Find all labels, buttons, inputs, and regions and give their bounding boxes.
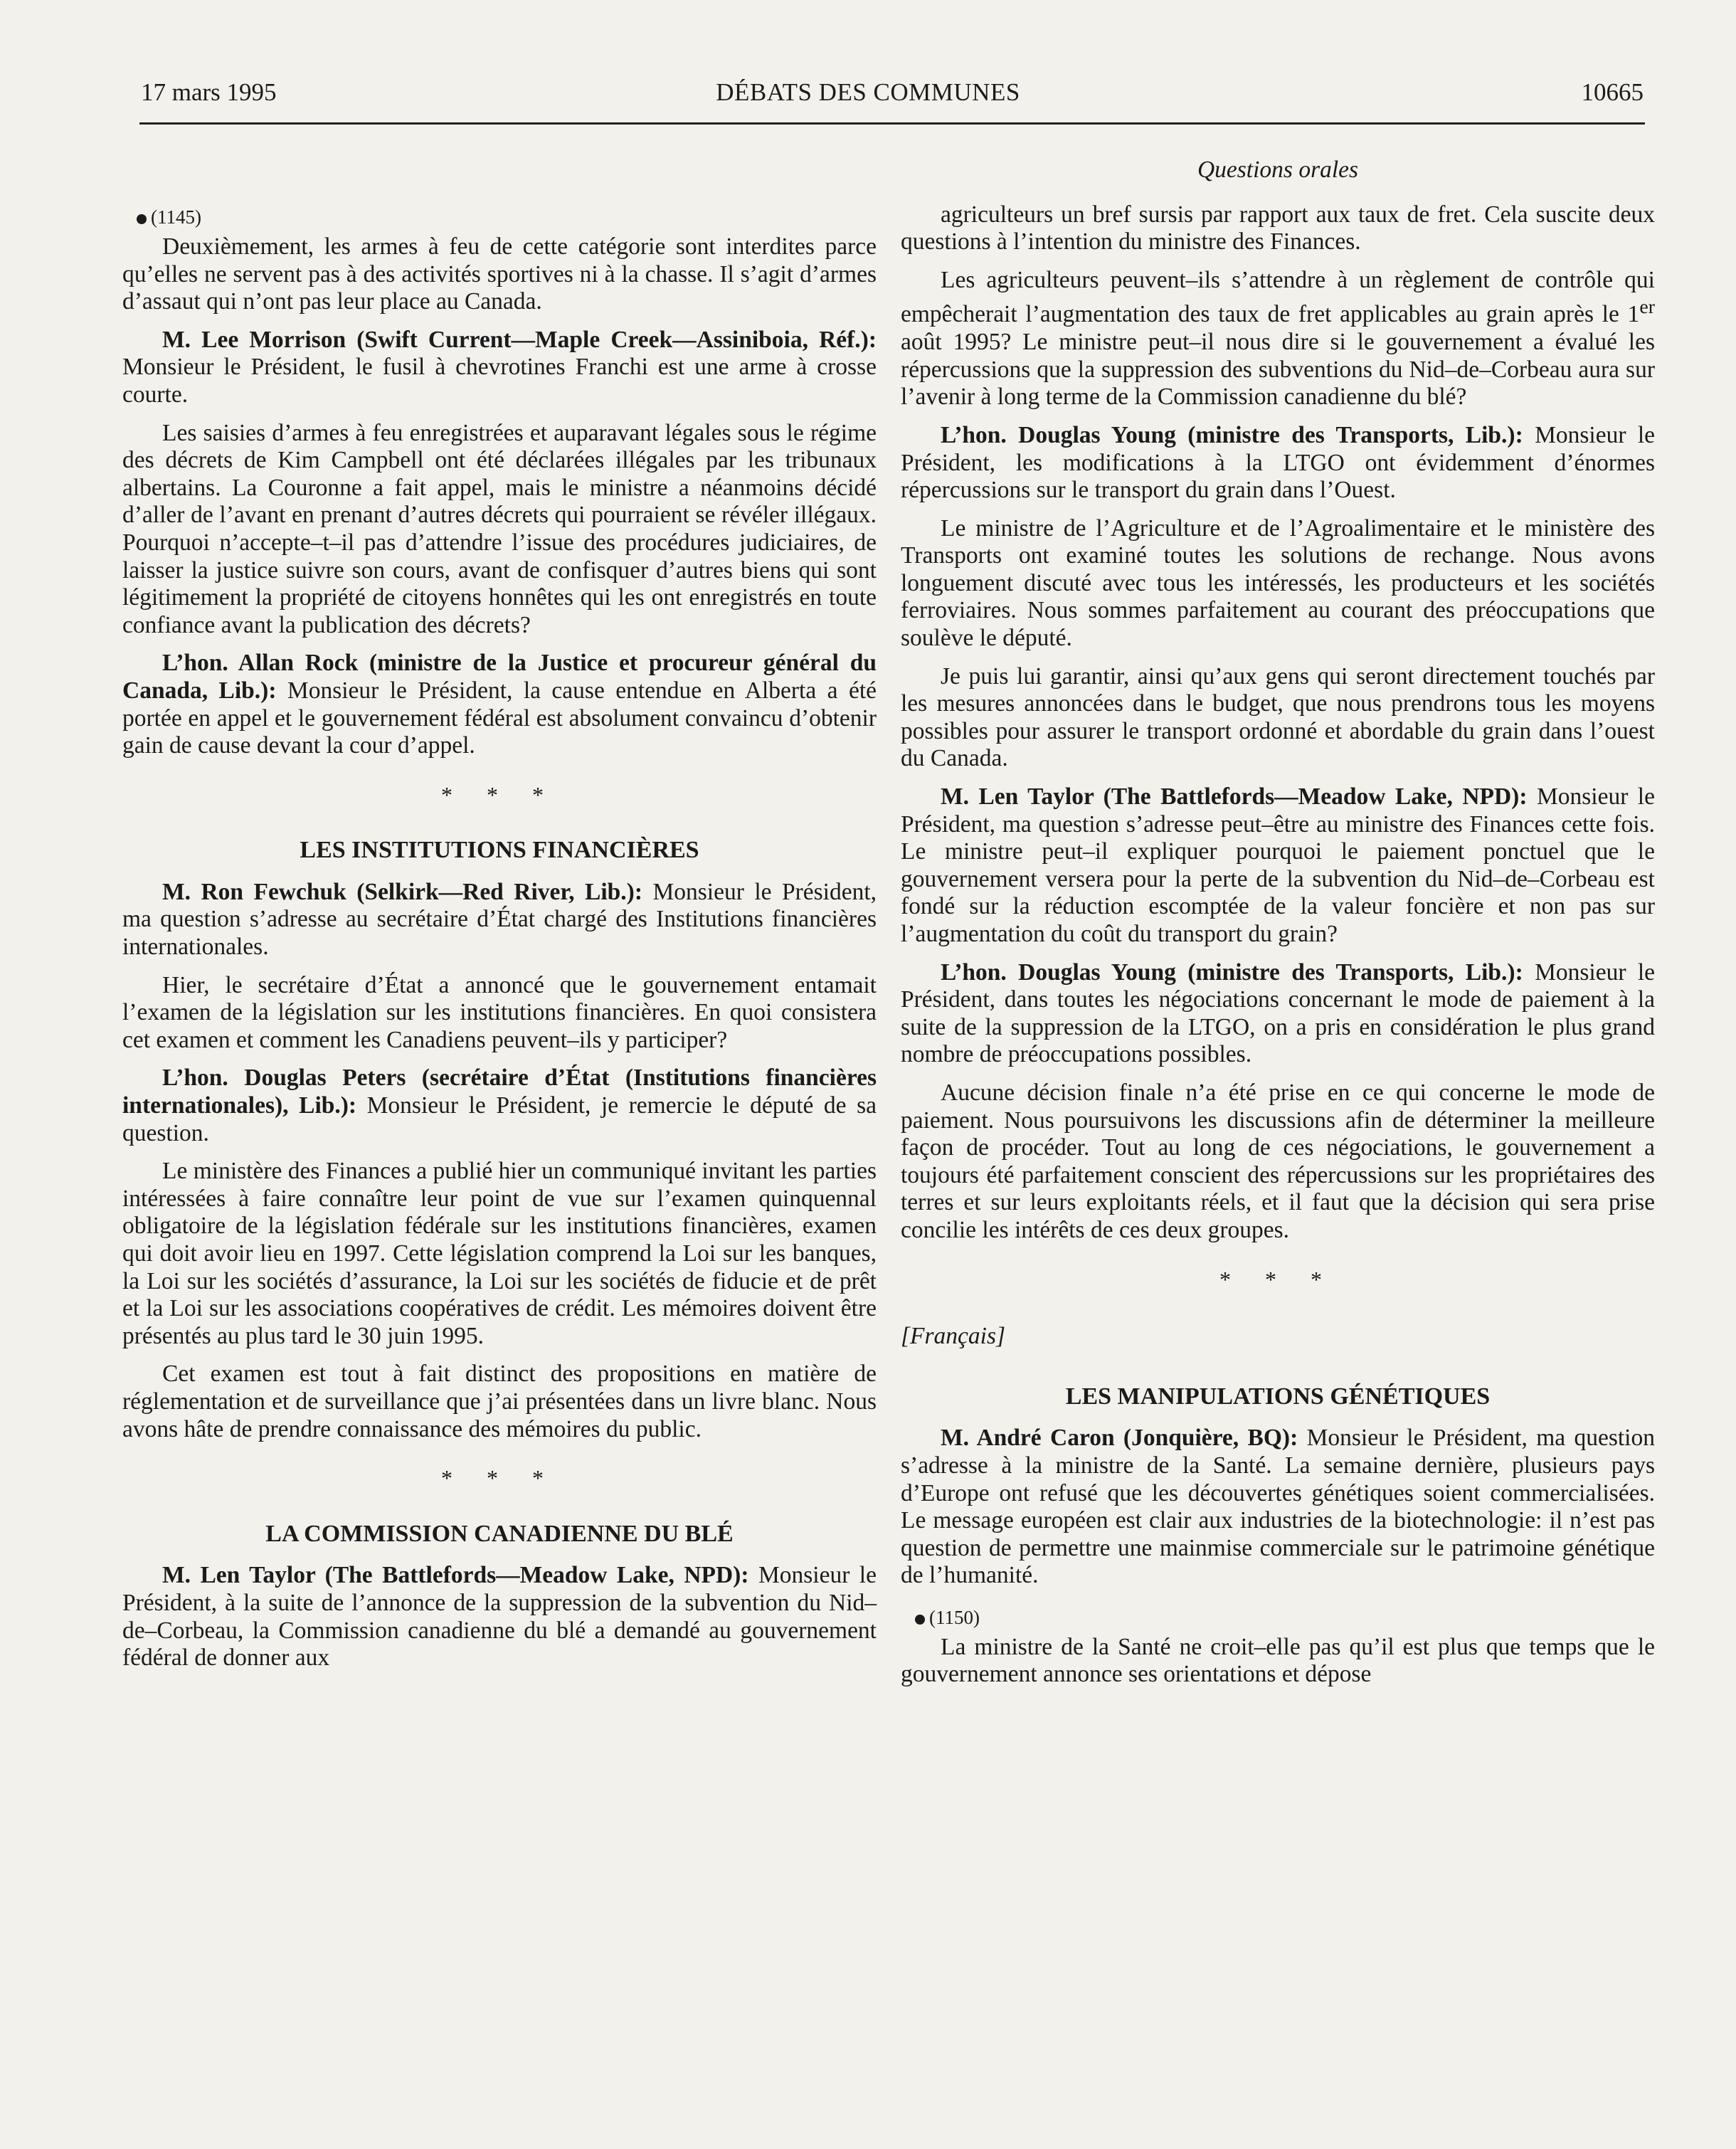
paragraph: Cet examen est tout à fait distinct des propositions en matière de réglementation et de surveillance que j’ai présentées dans un livre blanc. Nous avons hâte de prendre connaissance des mémoires du public. [122,1361,877,1442]
time-marker-text: (1145) [151,206,201,228]
paragraph: agriculteurs un bref sursis par rapport aux taux de fret. Cela suscite deux questions à l’intention du ministre des Finances. [901,201,1655,255]
paragraph: Je puis lui garantir, ainsi qu’aux gens qui seront directement touchés par les mesures annoncées dans le budget, que nous prendrons tous les moyens possibles pour assurer le transport ordonné et abordable du grain dans l’ouest du Canada. [901,662,1655,772]
speech [901,783,1655,949]
right-column [901,157,1655,1699]
section-heading: LES MANIPULATIONS GÉNÉTIQUES [1065,1383,1491,1410]
running-head: Questions orales [1197,157,1359,183]
speech-text: Monsieur le Président, dans toutes les négociations concernant le mode de paiement à la suite de la suppression de la LTGO, on a pris en considération le plus grand nombre de préoccupations possibles. [901,959,1655,1068]
speaker-name: M. Ron Fewchuk (Selkirk—Red River, Lib.): [162,878,642,905]
speaker-name: M. Len Taylor (The Battlefords—Meadow Lake, NPD): [162,1562,749,1589]
speaker-name: L’hon. Douglas Young (ministre des Transports, Lib.): [941,421,1523,448]
paragraph: Aucune décision finale n’a été prise en ce qui concerne le mode de paiement. Nous poursuivons les discussions afin de déterminer la meilleure façon de procéder. Tout au long de ces négociations, le gouvernement a toujours été parfaitement conscient des répercussions sur les propriétaires des terres et sur leurs exploitants réels, et il faut que la décision qui sera prise concilie les intérêts de ces deux groupes. [901,1079,1655,1243]
speech [122,1562,877,1672]
paragraph-text: Les agriculteurs peuvent–ils s’attendre à un règlement de contrôle qui empêcherait l’augmentation des taux de fret applicables au grain après le 1 [901,266,1655,328]
left-column [122,157,877,1683]
speaker-name: L’hon. Douglas Peters (secrétaire d’État (Institutions financières internationales), Lib.): [122,1065,877,1119]
speech [122,327,877,409]
header-title: DÉBATS DES COMMUNES [716,78,1020,106]
paragraph-text: août 1995? Le ministre peut–il nous dire si le gouvernement a évalué les répercussions que la suppression des subventions du Nid–de–Corbeau aura sur l’avenir à long terme de la Commission canadienne du blé? [901,329,1655,411]
header-date: 17 mars 1995 [141,78,277,106]
section-separator: * * * [1219,1266,1336,1292]
speech-text: Monsieur le Président, ma question s’adresse peut–être au ministre des Finances cette fois. Le ministre peut–il expliquer pourquoi le paiement ponctuel que le gouvernement versera pour la perte de la subvention du Nid–de–Corbeau est fondé sur la réduction escomptée de la valeur foncière et non pas sur l’augmentation du coût du transport du grain? [901,783,1655,947]
bullet-icon [915,1615,925,1625]
speaker-name: M. Len Taylor (The Battlefords—Meadow Lake, NPD): [941,783,1528,811]
speech-text: Monsieur le Président, à la suite de l’annonce de la suppression de la subvention du Nid–de–Corbeau, la Commission canadienne du blé a demandé au gouvernement fédéral de donner aux [122,1562,877,1672]
paragraph: Le ministère des Finances a publié hier un communiqué invitant les parties intéressées à faire connaître leur point de vue sur l’examen quinquennal obligatoire de la législation fédérale sur les institutions financières, examen qui doit avoir lieu en 1997. Cette législation comprend la Loi sur les banques, la Loi sur les sociétés d’assurance, la Loi sur les sociétés de fiducie et de prêt et la Loi sur les associations coopératives de crédit. Les mémoires doivent être présentés au plus tard le 30 juin 1995. [122,1158,877,1349]
speech [122,650,877,759]
paragraph: Hier, le secrétaire d’État a annoncé que le gouvernement entamait l’examen de la législation sur les institutions financières. En quoi consistera cet examen et comment les Canadiens peuvent–ils y participer? [122,971,877,1053]
speech-text: Monsieur le Président, le fusil à chevrotines Franchi est une arme à crosse courte. [122,354,877,408]
header-rule [139,122,1645,125]
time-marker [915,1605,1655,1630]
bullet-icon [137,214,147,224]
paragraph: La ministre de la Santé ne croit–elle pas qu’il est plus que temps que le gouvernement annonce ses orientations et dépose [901,1633,1655,1688]
header-page-number: 10665 [1581,78,1644,106]
speech-text: Monsieur le Président, je remercie le député de sa question. [122,1092,877,1146]
section-separator: * * * [441,1465,558,1491]
section-heading: LA COMMISSION CANADIENNE DU BLÉ [265,1520,734,1547]
paragraph [901,267,1655,411]
language-tag: [Français] [901,1323,1006,1350]
speech-text: Monsieur le Président, ma question s’adresse au secrétaire d’État chargé des Institutions financières internationales. [122,878,877,961]
paragraph: Le ministre de l’Agriculture et de l’Agroalimentaire et le ministère des Transports ont examiné toutes les solutions de rechange. Nous avons longuement discuté avec tous les intéressés, les producteurs et les sociétés ferroviaires. Nous sommes parfaitement au courant des préoccupations que soulève le député. [901,514,1655,652]
speech [122,879,877,961]
section-heading: LES INSTITUTIONS FINANCIÈRES [300,837,699,864]
speech-text: Monsieur le Président, ma question s’adresse à la ministre de la Santé. La semaine dernière, plusieurs pays d’Europe ont refusé que les découvertes génétiques soient commercialisées. Le message européen est clair aux industries de la biotechnologie: il n’est pas question de permettre une mainmise commerciale sur le patrimoine génétique de l’humanité. [901,1425,1655,1589]
speech [122,1065,877,1147]
speaker-name: L’hon. Douglas Young (ministre des Transports, Lib.): [941,959,1523,986]
speaker-name: M. André Caron (Jonquière, BQ): [941,1425,1298,1452]
speech-text: Monsieur le Président, la cause entendue en Alberta a été portée en appel et le gouvernement fédéral est absolument convaincu d’obtenir gain de cause devant la cour d’appel. [122,677,877,759]
speaker-name: M. Lee Morrison (Swift Current—Maple Creek—Assiniboia, Réf.): [162,326,877,353]
paragraph: Deuxièmement, les armes à feu de cette catégorie sont interdites parce qu’elles ne servent pas à des activités sportives ni à la chasse. Il s’agit d’armes d’assaut qui n’ont pas leur place au Canada. [122,233,877,315]
superscript: er [1639,296,1655,319]
time-marker [137,205,877,229]
speech [901,959,1655,1069]
speaker-name: L’hon. Allan Rock (ministre de la Justice et procureur général du Canada, Lib.): [122,650,877,704]
speech-text: Monsieur le Président, les modifications à la LTGO ont évidemment d’énormes répercussions sur le transport du grain dans l’Ouest. [901,421,1655,504]
speech [901,1425,1655,1590]
speech [901,422,1655,505]
paragraph: Les saisies d’armes à feu enregistrées et auparavant légales sous le régime des décrets de Kim Campbell ont été déclarées illégales par les tribunaux albertains. La Couronne a fait appel, mais le ministre a néanmoins décidé d’aller de l’avant en prenant d’autres décrets qui pourraient se révéler illégaux. Pourquoi n’accepte–t–il pas d’attendre l’issue des procédures judiciaires, de laisser la justice suivre son cours, avant de confisquer d’autres biens qui sont légitimement la propriété de citoyens honnêtes qui les ont enregistrés en toute confiance avant la publication des décrets? [122,419,877,638]
section-separator: * * * [441,781,558,808]
time-marker-text: (1150) [929,1606,980,1628]
